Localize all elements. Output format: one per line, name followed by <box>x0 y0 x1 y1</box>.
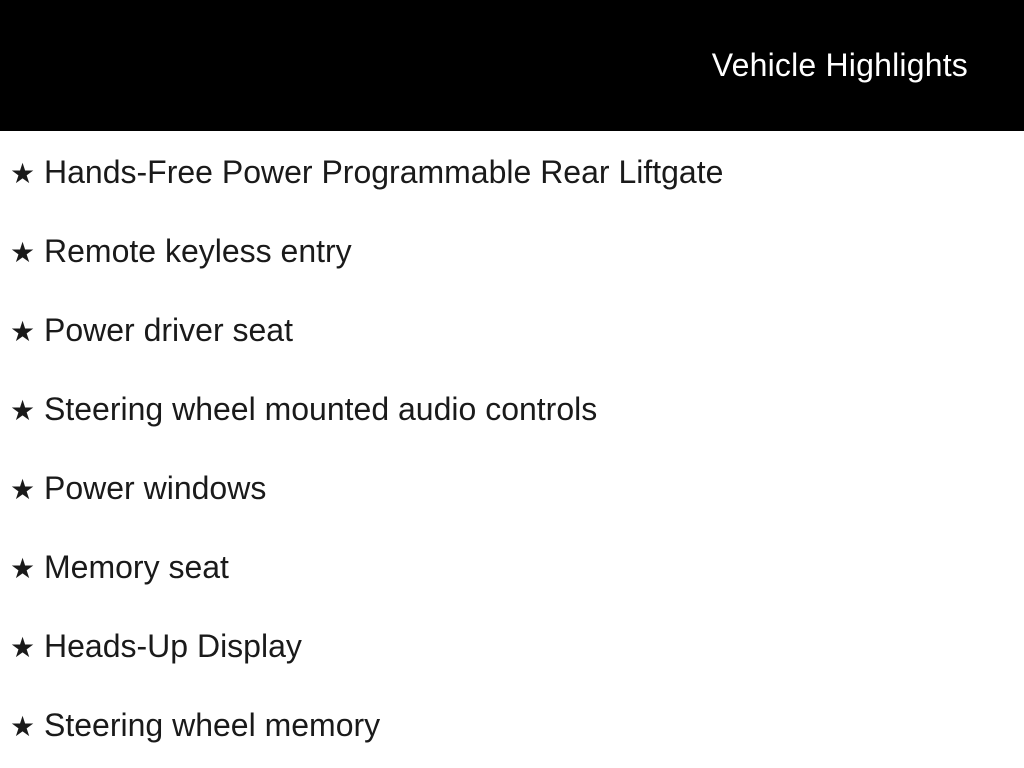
star-icon: ★ <box>10 237 36 268</box>
star-icon: ★ <box>10 158 36 189</box>
highlight-text: Steering wheel mounted audio controls <box>44 391 598 427</box>
highlight-text: Memory seat <box>44 549 229 585</box>
highlight-item <box>10 528 1024 607</box>
star-icon: ★ <box>10 632 36 663</box>
highlight-text: Hands-Free Power Programmable Rear Liftgate <box>44 154 724 190</box>
highlight-text: Remote keyless entry <box>44 233 352 269</box>
highlight-item <box>10 607 1024 686</box>
highlight-item <box>10 370 1024 449</box>
star-icon: ★ <box>10 474 36 505</box>
star-icon: ★ <box>10 711 36 742</box>
page-title: Vehicle Highlights <box>711 47 968 83</box>
star-icon: ★ <box>10 553 36 584</box>
star-icon: ★ <box>10 316 36 347</box>
highlight-text: Heads-Up Display <box>44 628 302 664</box>
highlight-item <box>10 449 1024 528</box>
highlight-text: Power driver seat <box>44 312 293 348</box>
highlight-item <box>10 212 1024 291</box>
highlight-text: Power windows <box>44 470 267 506</box>
highlight-item <box>10 133 1024 212</box>
highlight-item <box>10 291 1024 370</box>
highlight-text: Steering wheel memory <box>44 707 381 743</box>
star-icon: ★ <box>10 395 36 426</box>
vehicle-highlights-list <box>0 131 1024 765</box>
highlight-item <box>10 686 1024 765</box>
header-bar <box>0 0 1024 131</box>
